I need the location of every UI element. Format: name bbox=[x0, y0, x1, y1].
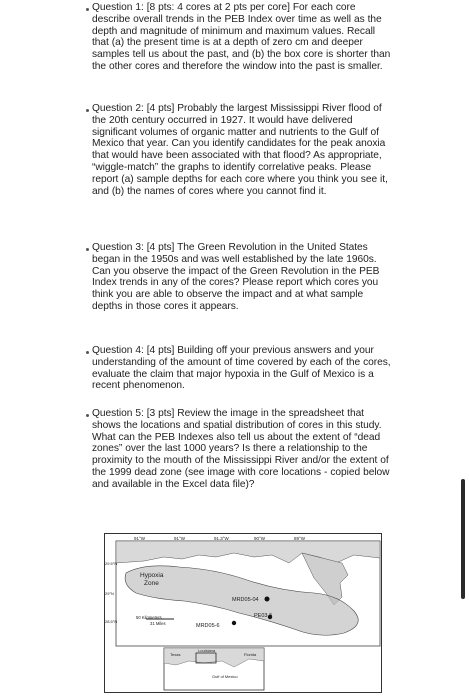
core-marker bbox=[232, 621, 236, 625]
question-2-text: Question 2: [4 pts] Probably the largest Mississippi River flood of the 20th century occurred in 1927. It would have delivered significant volumes of organic matter and nutrients to the Gulf of Mexico that year. Can you identify candidates for the peak anoxia that would have been associated with that flood? As appropriate, “wiggle-match” the graphs to identify correlative peaks. Please report (a) sample depths for each core where you think you see it, and (b) the names of cores where you cannot find it. bbox=[92, 103, 388, 197]
scale-km-label: 50 Kilometers bbox=[136, 615, 162, 620]
lon-label: 90°W bbox=[254, 536, 266, 541]
question-4-text: Question 4: [4 pts] Building off your previous answers and your understanding of the amount of time covered by each of the cores, evaluate the claim that major hypoxia in the Gulf of Mexico is a recent phenomenon. bbox=[92, 345, 391, 392]
bullet-icon bbox=[86, 351, 89, 354]
question-5-text: Question 5: [3 pts] Review the image in the spreadsheet that shows the locations and spatial distribution of cores in this study. What can the PEB Indexes also tell us about the extent of “dead zones” over the last 1000 years? Is there a relationship to the proximity to the mouth of the Mississippi River and/or the extent of the 1999 dead zone (see image with core locations - copied below and available in the Excel data file)? bbox=[92, 408, 390, 490]
inset-gulf-label: Gulf of Mexico bbox=[212, 674, 238, 679]
bullet-icon bbox=[86, 109, 89, 112]
question-5 bbox=[92, 408, 392, 491]
lat-label: 29.5°N bbox=[105, 561, 118, 566]
map-svg bbox=[104, 533, 382, 693]
question-3 bbox=[92, 242, 392, 313]
lat-label: 28.5°N bbox=[105, 619, 118, 624]
inset-state-label: Florida bbox=[244, 652, 257, 657]
lon-label: 89°W bbox=[294, 536, 306, 541]
bullet-icon bbox=[86, 248, 89, 251]
lat-label: 29°N bbox=[105, 591, 114, 596]
question-1 bbox=[92, 2, 392, 73]
bullet-icon bbox=[86, 8, 89, 11]
core-label: PE03-5 bbox=[254, 613, 273, 619]
core-location-map bbox=[104, 533, 382, 693]
question-4 bbox=[92, 345, 392, 392]
lon-label: 91°W bbox=[134, 536, 146, 541]
core-label: MRD05-04 bbox=[232, 597, 259, 603]
question-1-text: Question 1: [8 pts: 4 cores at 2 pts per core] For each core describe overall trends in the PEB Index over time as well as the depth and magnitude of minimum and maximum values. Recall that (a) the present time is at a depth of zero cm and deeper samples tell us about the past, and (b) the box core is shorter than the other cores and therefore the window into the past is smaller. bbox=[92, 2, 391, 72]
bullet-icon bbox=[86, 414, 89, 417]
lon-label: 91.3°W bbox=[214, 536, 229, 541]
scale-mi-label: 31 Miles bbox=[150, 621, 166, 626]
inset-state-label: Texas bbox=[170, 652, 181, 657]
inset-state-label: Louisiana bbox=[198, 648, 216, 653]
scrollbar[interactable] bbox=[461, 479, 465, 599]
question-2 bbox=[92, 103, 392, 197]
hypoxia-label: Hypoxia bbox=[140, 572, 164, 579]
core-marker bbox=[265, 597, 270, 602]
hypoxia-label: Zone bbox=[144, 580, 159, 587]
question-3-text: Question 3: [4 pts] The Green Revolution in the United States began in the 1950s and was well established by the late 1960s. Can you observe the impact of the Green Revolution in the PEB Index trends in any of the cores? Please report which cores you think you are able to observe the impact and at what sample depths in those cores it appears. bbox=[92, 242, 380, 312]
lon-label: 91°W bbox=[174, 536, 186, 541]
core-label: MRD05-6 bbox=[196, 623, 220, 629]
